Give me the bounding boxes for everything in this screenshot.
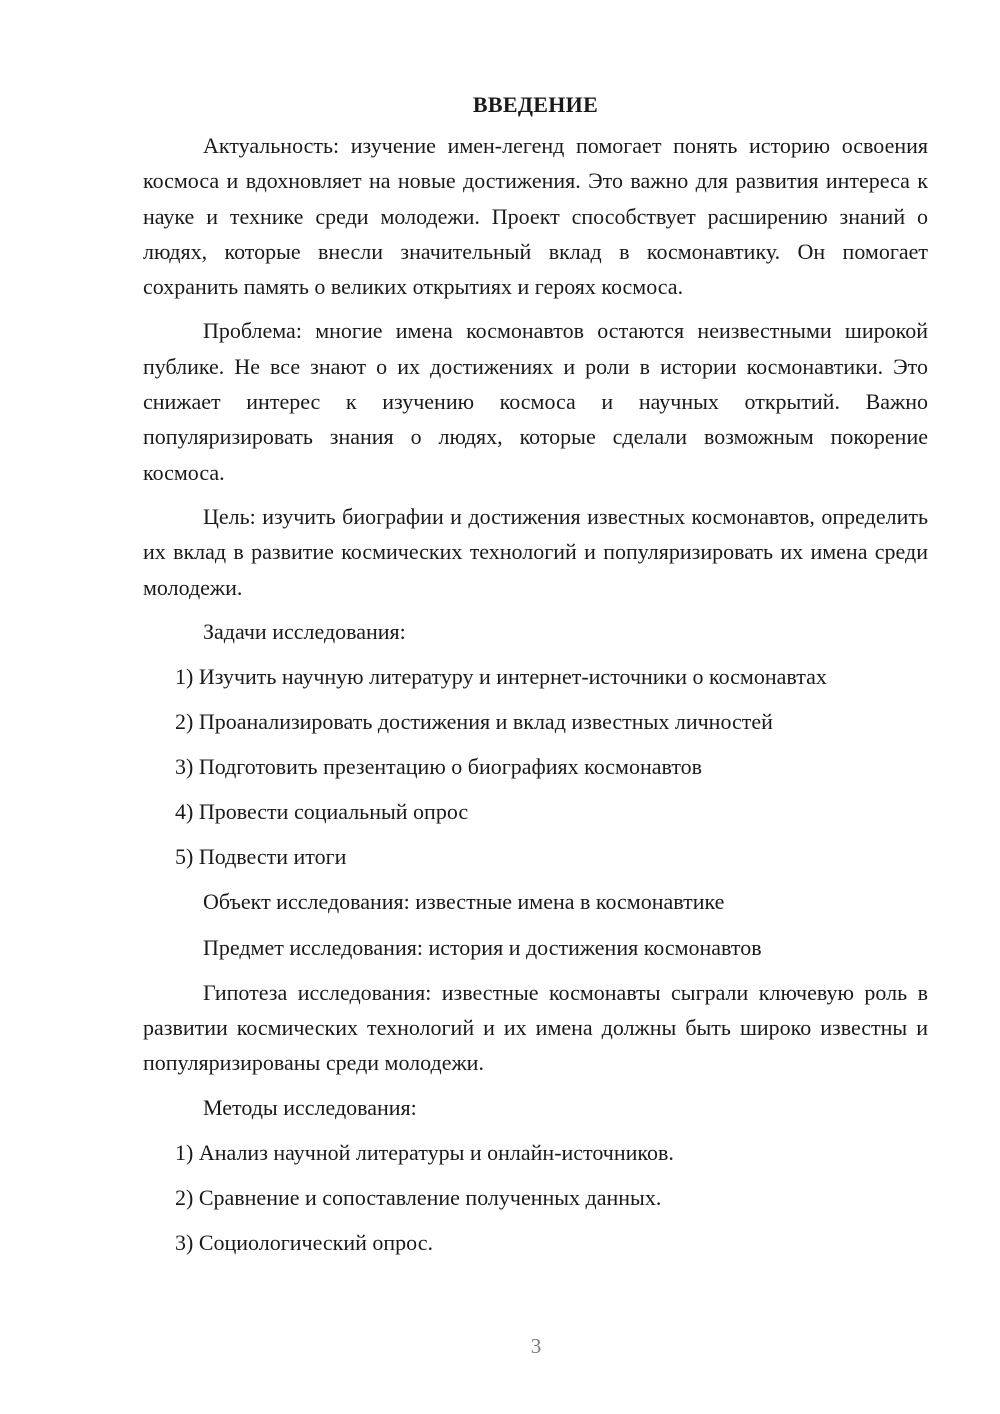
hypothesis-paragraph: Гипотеза исследования: известные космонавты сыграли ключевую роль в развитии космических технологий и их имена должны быть широко известны и популяризированы среди молодежи. (143, 979, 928, 1076)
page-content (143, 90, 928, 1270)
tasks-heading: Задачи исследования: (203, 618, 406, 644)
list-item: 5) Подвести итоги (175, 844, 347, 870)
methods-heading: Методы исследования: (203, 1094, 417, 1120)
tasks-list (143, 659, 928, 875)
list-item: 2) Сравнение и сопоставление полученных данных. (175, 1184, 662, 1210)
list-item: 3) Социологический опрос. (175, 1229, 433, 1255)
list-item: 1) Изучить научную литературу и интернет-источники о космонавтах (175, 663, 827, 689)
subject-line: Предмет исследования: история и достижения космонавтов (203, 934, 762, 960)
goal-paragraph: Цель: изучить биографии и достижения известных космонавтов, определить их вклад в развитие космических технологий и популяризировать их имена среди молодежи. (143, 503, 928, 600)
object-line: Объект исследования: известные имена в космонавтике (203, 889, 725, 915)
page-title: ВВЕДЕНИЕ (472, 92, 599, 117)
methods-list (143, 1135, 928, 1260)
list-item: 4) Провести социальный опрос (175, 799, 469, 825)
problem-paragraph: Проблема: многие имена космонавтов остаются неизвестными широкой публике. Не все знают о их достижениях и роли в истории космонавтики. Это снижает интерес к изучению космоса и научных открытий. Важно популяризировать знания о людях, которые сделали возможным покорение космоса. (143, 318, 928, 485)
list-item: 3) Подготовить презентацию о биографиях космонавтов (175, 754, 703, 780)
relevance-paragraph: Актуальность: изучение имен-легенд помогает понять историю освоения космоса и вдохновляет на новые достижения. Это важно для развития интереса к науке и технике среди молодежи. Проект способствует расширению знаний о людях, которые внесли значительный вклад в космонавтику. Он помогает сохранить память о великих открытиях и героях космоса. (143, 133, 928, 300)
list-item: 2) Проанализировать достижения и вклад известных личностей (175, 709, 773, 735)
list-item: 1) Анализ научной литературы и онлайн-источников. (175, 1139, 674, 1165)
page-number: 3 (530, 1334, 542, 1358)
